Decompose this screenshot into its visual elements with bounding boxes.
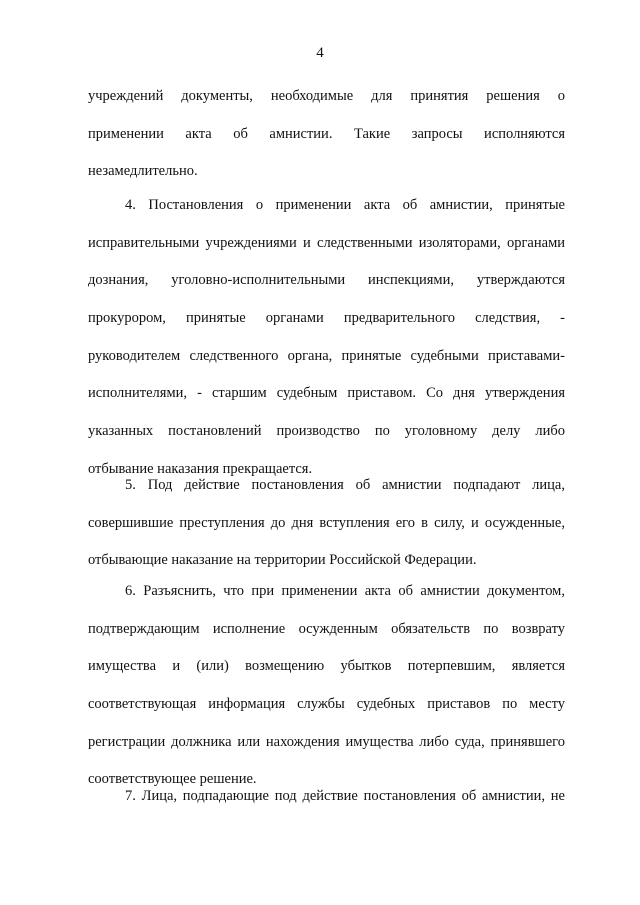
text-line: соответствующая информация службы судебных приставов по месту xyxy=(88,696,565,713)
paragraph-clause-6 xyxy=(88,573,565,799)
text-line: регистрации должника или нахождения имущества либо суда, принявшего xyxy=(88,733,565,750)
text-line: отбывание наказания прекращается. xyxy=(88,460,313,477)
text-line: учреждений документы, необходимые для принятия решения о xyxy=(88,88,565,104)
text-line: совершившие преступления до дня вступления его в силу, и осужденные, xyxy=(88,514,565,531)
text-line: дознания, уголовно-исполнительными инспекциями, утверждаются xyxy=(88,272,565,289)
page-number: 4 xyxy=(316,45,324,61)
paragraph-continuation xyxy=(88,78,565,191)
paragraph-clause-4 xyxy=(88,187,565,489)
paragraph-clause-7 xyxy=(88,778,565,816)
text-line: руководителем следственного органа, принятые судебными приставами- xyxy=(88,347,565,364)
text-line: 4. Постановления о применении акта об амнистии, принятые xyxy=(125,197,565,213)
text-line: прокурором, принятые органами предварительного следствия, - xyxy=(88,310,565,327)
text-line: применении акта об амнистии. Такие запросы исполняются xyxy=(88,125,565,142)
text-line: отбывающие наказание на территории Российской Федерации. xyxy=(88,552,477,569)
text-line: 5. Под действие постановления об амнистии подпадают лица, xyxy=(125,477,565,493)
text-line: 7. Лица, подпадающие под действие постановления об амнистии, не xyxy=(125,788,565,804)
text-line: имущества и (или) возмещению убытков потерпевшим, является xyxy=(88,658,565,675)
text-line: подтверждающим исполнение осужденным обязательств по возврату xyxy=(88,620,565,637)
text-line: соответствующее решение. xyxy=(88,771,257,788)
text-line: указанных постановлений производство по уголовному делу либо xyxy=(88,423,565,440)
text-line: исполнителями, - старшим судебным приставом. Со дня утверждения xyxy=(88,385,565,402)
paragraph-clause-5 xyxy=(88,467,565,580)
text-line: исправительными учреждениями и следственными изоляторами, органами xyxy=(88,234,565,251)
text-line: незамедлительно. xyxy=(88,163,198,180)
text-line: 6. Разъяснить, что при применении акта об амнистии документом, xyxy=(125,583,565,599)
